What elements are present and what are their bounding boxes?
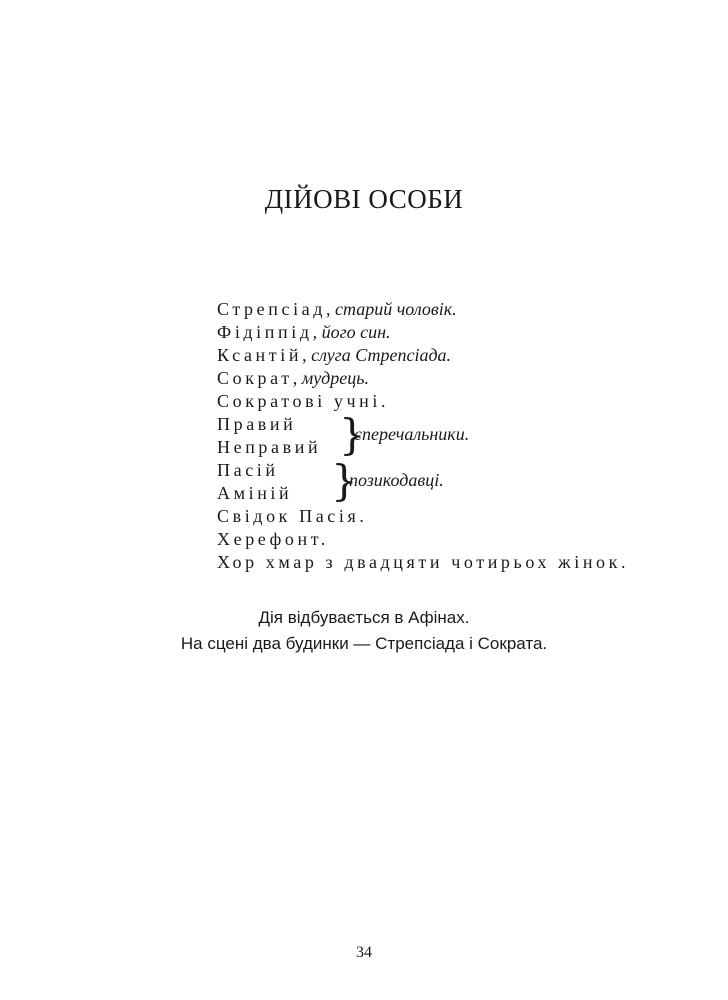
character-name: Правий — [217, 414, 297, 434]
setting-line: Дія відбувається в Афінах. — [258, 608, 470, 627]
character-name: Сократ — [217, 368, 293, 388]
cast-item: Стрепсіад, старий чоловік. — [217, 299, 457, 319]
character-name: Ксантій — [217, 345, 303, 365]
character-name: Стрепсіад — [217, 299, 327, 319]
character-name: Сократові учні. — [217, 391, 390, 411]
character-role: слуга Стрепсіада. — [311, 345, 452, 365]
brace-symbol: } — [339, 410, 366, 459]
group-role: позикодавці. — [349, 470, 444, 490]
cast-item — [217, 390, 629, 413]
character-name: Фідіппід — [217, 322, 313, 342]
character-name: Неправий — [217, 437, 322, 457]
character-role: його син. — [321, 322, 391, 342]
cast-list — [217, 298, 629, 574]
cast-group-pozykodavtsi — [217, 456, 629, 505]
character-name: Аміній — [217, 483, 293, 503]
brace-symbol: } — [331, 456, 358, 505]
cast-group-sperechalnyky — [217, 410, 629, 459]
cast-item: Хор хмар з двадцяти чотирьох жінок. — [217, 552, 630, 572]
cast-item: Сократ, мудрець. — [217, 368, 369, 388]
character-role: мудрець. — [301, 368, 369, 388]
cast-item: Ксантій, слуга Стрепсіада. — [217, 345, 452, 365]
page-title: ДІЙОВІ ОСОБИ — [264, 184, 464, 214]
cast-item: Фідіппід, його син. — [217, 322, 391, 342]
cast-item: Херефонт. — [217, 529, 329, 549]
setting-line: На сцені два будинки — Стрепсіада і Сократа. — [180, 634, 548, 653]
page-number: 34 — [356, 944, 372, 961]
character-role: старий чоловік. — [335, 299, 457, 319]
cast-item: Свідок Пасія. — [217, 506, 368, 526]
group-role: сперечальники. — [354, 424, 470, 444]
character-name: Пасій — [217, 460, 279, 480]
